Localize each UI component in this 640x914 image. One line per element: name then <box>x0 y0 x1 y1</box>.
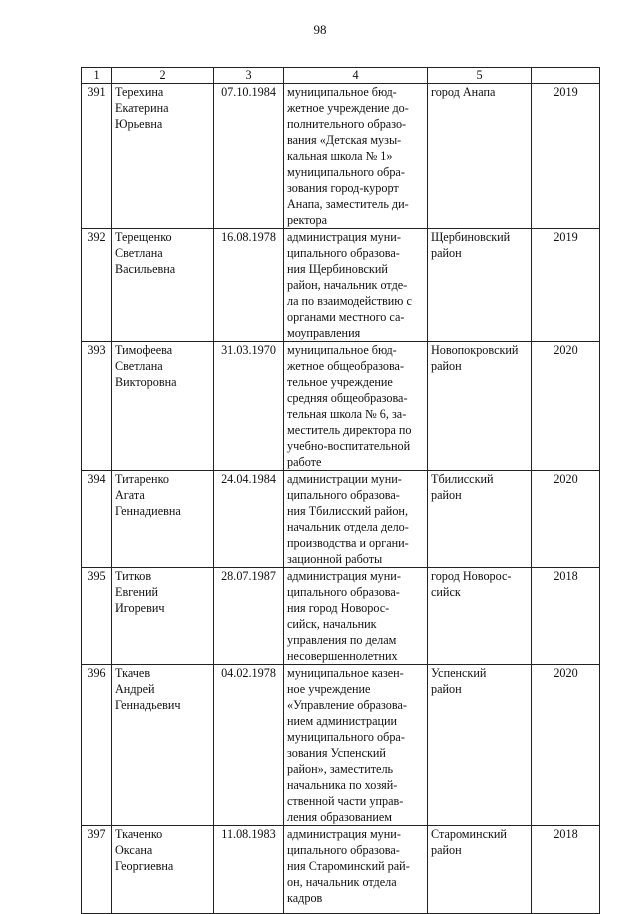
table-header-row <box>82 68 600 84</box>
row-number: 391 <box>82 84 112 229</box>
person-name: Ткаченко Оксана Георгиевна <box>112 826 214 914</box>
birth-date: 31.03.1970 <box>214 342 284 471</box>
row-number: 396 <box>82 665 112 826</box>
organization-position: администрация муни- ципального образова- ния Староминский рай- он, начальник отдела кадров <box>284 826 428 914</box>
column-header-1: 1 <box>82 68 112 84</box>
birth-date: 16.08.1978 <box>214 229 284 342</box>
territory: город Анапа <box>428 84 532 229</box>
column-header-4: 4 <box>284 68 428 84</box>
year: 2020 <box>532 665 600 826</box>
person-name: Тимофеева Светлана Викторовна <box>112 342 214 471</box>
territory: Новопокровский район <box>428 342 532 471</box>
table-row <box>82 665 600 826</box>
table-row <box>82 568 600 665</box>
birth-date: 24.04.1984 <box>214 471 284 568</box>
row-number: 392 <box>82 229 112 342</box>
column-header-5: 5 <box>428 68 532 84</box>
page-number: 98 <box>313 22 327 37</box>
registry-table <box>81 67 600 914</box>
birth-date: 04.02.1978 <box>214 665 284 826</box>
organization-position: муниципальное казен- ное учреждение «Управление образова- нием администрации муниципального обра- зования Успенский район», заместитель начальника по хозяй- ственной части управ- ления образованием <box>284 665 428 826</box>
year: 2019 <box>532 84 600 229</box>
year: 2018 <box>532 826 600 914</box>
birth-date: 11.08.1983 <box>214 826 284 914</box>
organization-position: администрация муни- ципального образова- ния город Новорос- сийск, начальник управления по делам несовершеннолетних <box>284 568 428 665</box>
row-number: 395 <box>82 568 112 665</box>
table-row <box>82 826 600 914</box>
row-number: 397 <box>82 826 112 914</box>
column-header-2: 2 <box>112 68 214 84</box>
birth-date: 28.07.1987 <box>214 568 284 665</box>
organization-position: администрации муни- ципального образова- ния Тбилисский район, начальник отдела дело- производства и органи- зационной работы <box>284 471 428 568</box>
territory: Щербиновский район <box>428 229 532 342</box>
person-name: Ткачев Андрей Геннадьевич <box>112 665 214 826</box>
territory: Успенский район <box>428 665 532 826</box>
person-name: Терещенко Светлана Васильевна <box>112 229 214 342</box>
territory: Староминский район <box>428 826 532 914</box>
table-row <box>82 342 600 471</box>
year: 2020 <box>532 342 600 471</box>
year: 2018 <box>532 568 600 665</box>
table-row <box>82 471 600 568</box>
person-name: Терехина Екатерина Юрьевна <box>112 84 214 229</box>
territory: город Новорос- сийск <box>428 568 532 665</box>
birth-date: 07.10.1984 <box>214 84 284 229</box>
person-name: Титаренко Агата Геннадиевна <box>112 471 214 568</box>
organization-position: администрация муни- ципального образова- ния Щербиновский район, начальник отде- ла по взаимодействию с органами местного са- моуправления <box>284 229 428 342</box>
person-name: Титков Евгений Игоревич <box>112 568 214 665</box>
table-row <box>82 84 600 229</box>
territory: Тбилисский район <box>428 471 532 568</box>
organization-position: муниципальное бюд- жетное учреждение до- полнительного образо- вания «Детская музы- кальная школа № 1» муниципального обра- зования город-курорт Анапа, заместитель ди- ректора <box>284 84 428 229</box>
organization-position: муниципальное бюд- жетное общеобразова- тельное учреждение средняя общеобразова- тельная школа № 6, за- меститель директора по учебно-воспитательной работе <box>284 342 428 471</box>
year: 2019 <box>532 229 600 342</box>
column-header-3: 3 <box>214 68 284 84</box>
column-header-6 <box>532 68 600 84</box>
row-number: 393 <box>82 342 112 471</box>
year: 2020 <box>532 471 600 568</box>
row-number: 394 <box>82 471 112 568</box>
table-row <box>82 229 600 342</box>
